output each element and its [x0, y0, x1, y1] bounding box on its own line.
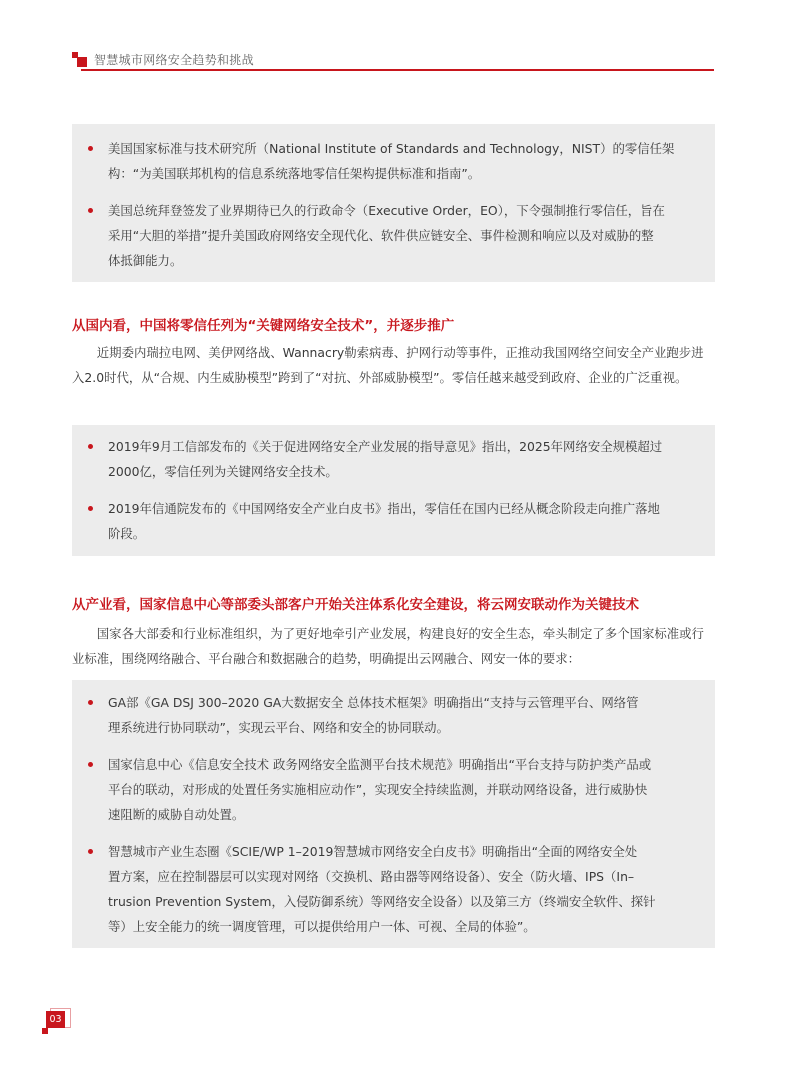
- header-decor-square: [77, 57, 87, 67]
- bullet-dot-icon: [88, 444, 93, 449]
- bullet-dot-icon: [88, 700, 93, 705]
- bullet-item: 国家信息中心《信息安全技术 政务网络安全监测平台技术规范》明确指出“平台支持与防护类产品或 平台的联动，对形成的处置任务实施相应动作”，实现安全持续监测，并联动网络设备，进行威胁快 速阻断的威胁自动处置。: [86, 752, 695, 827]
- bullet-item: 美国总统拜登签发了业界期待已久的行政命令（Executive Order，EO），下令强制推行零信任，旨在 采用“大胆的举措”提升美国政府网络安全现代化、软件供应链安全、事件检测和响应以及对威胁的整 体抵御能力。: [86, 198, 695, 273]
- bullet-item: 美国国家标准与技术研究所（National Institute of Standards and Technology，NIST）的零信任架 构：“为美国联邦机构的信息系统落地零信任架构提供标准和指南”。: [86, 136, 695, 186]
- bullet-item: GA部《GA DSJ 300–2020 GA大数据安全 总体技术框架》明确指出“支持与云管理平台、网络管 理系统进行协同联动”，实现云平台、网络和安全的协同联动。: [86, 690, 695, 740]
- callout-box-us-policy: [72, 124, 715, 282]
- header-title: 智慧城市网络安全趋势和挑战: [94, 53, 254, 67]
- bullet-dot-icon: [88, 146, 93, 151]
- section-heading-industry: 从产业看，国家信息中心等部委头部客户开始关注体系化安全建设，将云网安联动作为关键技术: [72, 597, 639, 613]
- section-paragraph-domestic: 近期委内瑞拉电网、美伊网络战、Wannacry勒索病毒、护网行动等事件，正推动我国网络空间安全产业跑步进入2.0时代，从“合规、内生威胁模型”跨到了“对抗、外部威胁模型”。零信任越来越受到政府、企业的广泛重视。: [72, 345, 704, 385]
- bullet-dot-icon: [88, 506, 93, 511]
- bullet-item: 2019年9月工信部发布的《关于促进网络安全产业发展的指导意见》指出，2025年网络安全规模超过 2000亿，零信任列为关键网络安全技术。: [86, 434, 695, 484]
- page-header: [72, 52, 714, 72]
- page-number: 03: [46, 1011, 65, 1028]
- bullet-dot-icon: [88, 849, 93, 854]
- header-rule: [81, 69, 714, 71]
- bullet-item: 2019年信通院发布的《中国网络安全产业白皮书》指出，零信任在国内已经从概念阶段走向推广落地 阶段。: [86, 496, 695, 546]
- bullet-item: 智慧城市产业生态圈《SCIE/WP 1–2019智慧城市网络安全白皮书》明确指出“全面的网络安全处 置方案，应在控制器层可以实现对网络（交换机、路由器等网络设备）、安全（防火墙、IPS（In– trusion Prevention System，入侵防御系统）等网络安全设备）以及第三方（终端安全软件、探针 等）上安全能力的统一调度管理，可以提供给用户一体、可视、全局的体验”。: [86, 839, 695, 939]
- section-paragraph-industry: 国家各大部委和行业标准组织，为了更好地牵引产业发展，构建良好的安全生态，牵头制定了多个国家标准或行业标准，围绕网络融合、平台融合和数据融合的趋势，明确提出云网融合、网安一体的要求：: [72, 626, 704, 666]
- bullet-dot-icon: [88, 208, 93, 213]
- bullet-dot-icon: [88, 762, 93, 767]
- callout-box-domestic: [72, 425, 715, 556]
- section-heading-domestic: 从国内看，中国将零信任列为“关键网络安全技术”，并逐步推广: [72, 318, 455, 334]
- callout-box-industry: [72, 680, 715, 948]
- page-number-decor-square: [42, 1028, 48, 1034]
